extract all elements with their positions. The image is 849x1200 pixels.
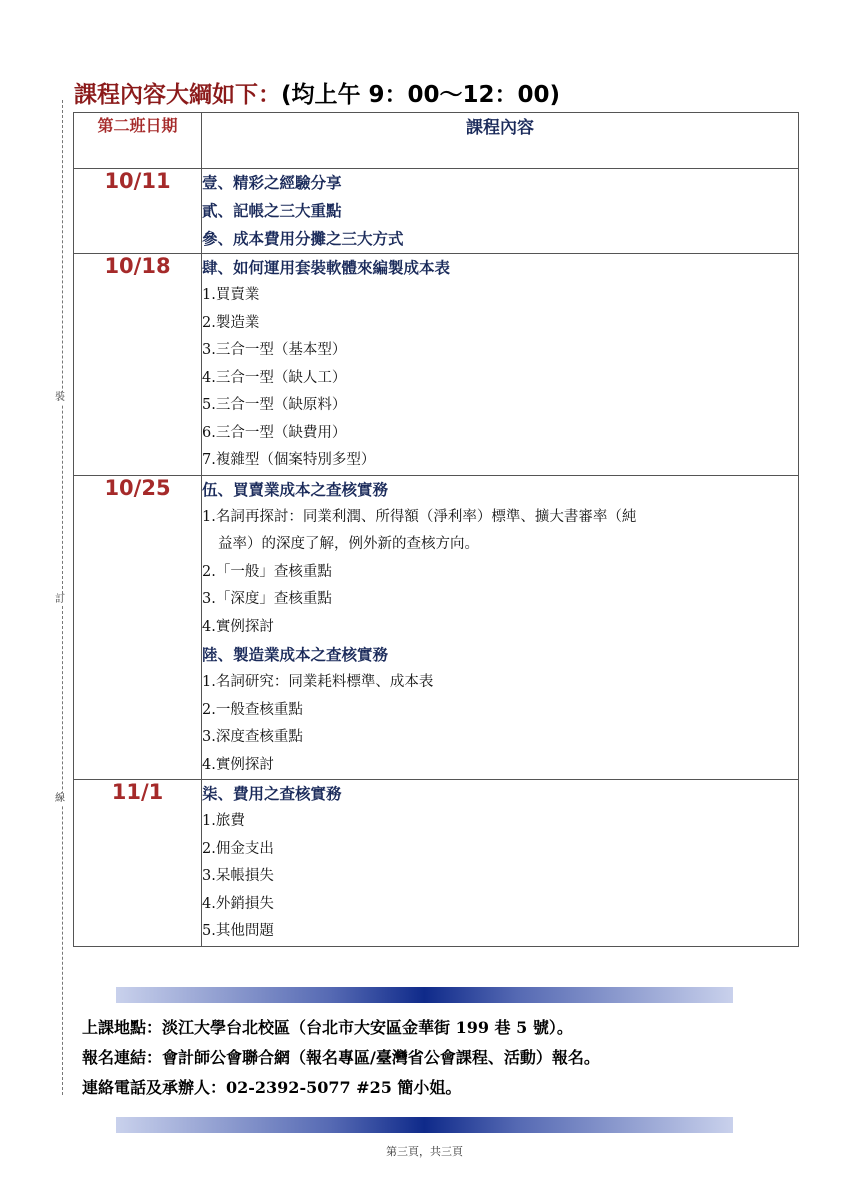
- table-row: [74, 475, 799, 780]
- list-item: 1.名詞再探討：同業利潤、所得額（淨利率）標準、擴大書審率（純: [202, 508, 637, 525]
- list-item: 3.呆帳損失: [202, 868, 274, 884]
- registration-text: 報名連結：會計師公會聯合網（報名專區/臺灣省公會課程、活動）報名。: [82, 1048, 600, 1067]
- list-item: 3.三合一型（基本型）: [202, 342, 347, 358]
- list-item: 5.三合一型（缺原料）: [202, 397, 347, 413]
- section-heading: 參、成本費用分攤之三大方式: [202, 230, 404, 248]
- list-item: 1.旅費: [202, 813, 245, 829]
- list-item: 3.深度查核重點: [202, 729, 303, 745]
- table-row: [74, 169, 799, 254]
- session-content: [202, 254, 799, 476]
- list-item: 3.「深度」查核重點: [202, 591, 332, 607]
- list-item: 2.「一般」查核重點: [202, 563, 332, 580]
- list-item: 6.三合一型（缺費用）: [202, 424, 347, 441]
- list-item: 2.一般查核重點: [202, 701, 303, 718]
- list-item: 4.外銷損失: [202, 895, 274, 912]
- list-item: 5.其他問題: [202, 923, 274, 939]
- schedule-body: [74, 169, 799, 947]
- divider-bar-bottom: [116, 1117, 733, 1133]
- title-time: (均上午 9：00～12：00): [281, 82, 561, 108]
- list-item: 4.實例探討: [202, 756, 274, 773]
- session-date: 11/1: [74, 780, 202, 947]
- binding-mark: 裝: [55, 392, 65, 403]
- page-number: 第三頁，共三頁: [386, 1145, 463, 1158]
- section-heading: 伍、買賣業成本之查核實務: [202, 480, 389, 499]
- section-heading: 貳、記帳之三大重點: [202, 202, 342, 220]
- session-content: [202, 475, 799, 780]
- list-item: 2.佣金支出: [202, 840, 274, 857]
- list-item: 益率）的深度了解，例外新的查核方向。: [218, 536, 479, 552]
- list-item: 7.複雜型（個案特別多型）: [202, 452, 376, 468]
- table-row: [74, 780, 799, 947]
- list-item: 4.實例探討: [202, 618, 274, 635]
- course-schedule-table: [73, 112, 799, 947]
- binding-mark: 訂: [55, 594, 65, 605]
- section-heading: 壹、精彩之經驗分享: [202, 174, 342, 192]
- divider-bar-top: [116, 987, 733, 1003]
- session-date: 10/25: [74, 475, 202, 780]
- list-item: 4.三合一型（缺人工）: [202, 369, 347, 386]
- title-text: 課程內容大綱如下：: [74, 82, 281, 108]
- table-row: [74, 254, 799, 476]
- list-item: 1.買賣業: [202, 287, 260, 303]
- session-date: 10/18: [74, 254, 202, 476]
- session-date: 10/11: [74, 169, 202, 254]
- list-item: 2.製造業: [202, 314, 260, 331]
- header-content: 課程內容: [202, 113, 799, 169]
- binding-mark: 線: [55, 793, 65, 804]
- location-text: 上課地點：淡江大學台北校區（台北市大安區金華街 199 巷 5 號）。: [82, 1018, 573, 1037]
- table-header-row: [74, 113, 799, 169]
- header-date: 第二班日期: [74, 113, 202, 169]
- section-heading: 柒、費用之查核實務: [202, 785, 342, 803]
- section-heading: 肆、如何運用套裝軟體來編製成本表: [202, 259, 451, 277]
- contact-text: 連絡電話及承辦人：02-2392-5077 #25 簡小姐。: [82, 1078, 462, 1097]
- page-title: [74, 80, 560, 110]
- session-content: [202, 780, 799, 947]
- section-heading: 陸、製造業成本之查核實務: [202, 646, 389, 664]
- course-info: [82, 1013, 600, 1103]
- list-item: 1.名詞研究：同業耗料標準、成本表: [202, 674, 434, 690]
- session-content: [202, 169, 799, 254]
